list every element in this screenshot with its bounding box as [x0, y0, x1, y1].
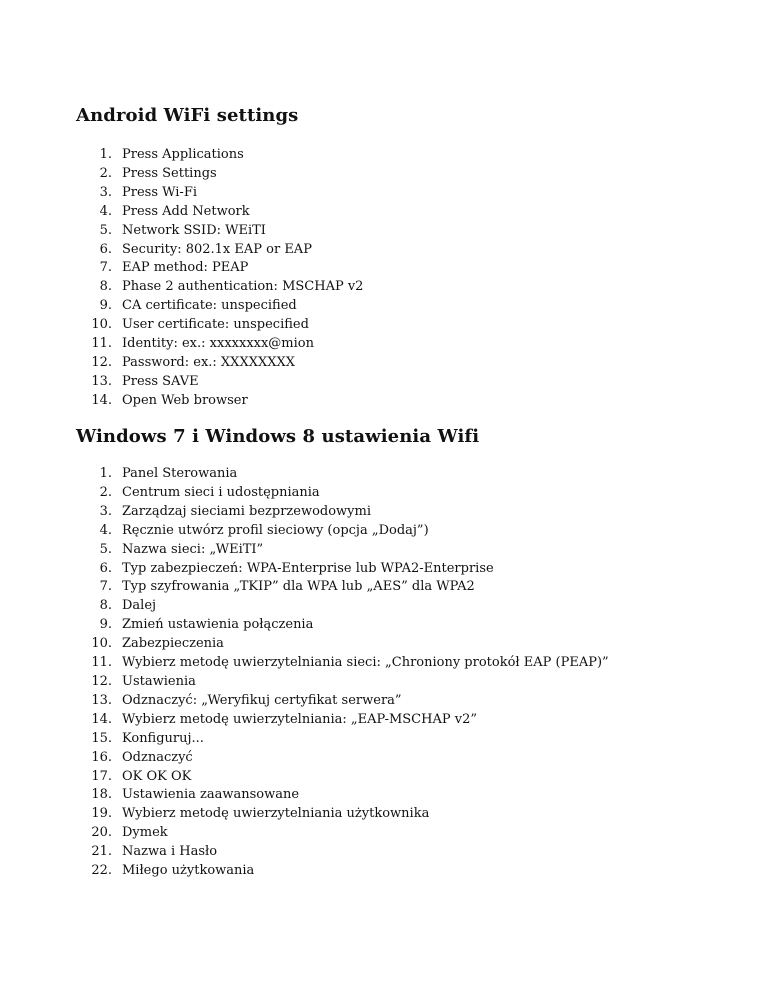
item-text: Zabezpieczenia	[122, 636, 224, 652]
item-number: 7.	[99, 579, 112, 595]
windows-section	[76, 424, 736, 881]
item-text: Dalej	[122, 598, 157, 614]
item-text: Nazwa sieci: „WEiTI”	[122, 541, 264, 557]
list-item	[76, 373, 736, 392]
item-text: Ręcznie utwórz profil sieciowy (opcja „Dodaj”)	[122, 522, 429, 538]
item-text: Phase 2 authentication: MSCHAP v2	[122, 279, 364, 295]
item-text: Typ zabezpieczeń: WPA-Enterprise lub WPA2-Enterprise	[122, 560, 494, 576]
list-item	[76, 862, 736, 881]
android-section	[76, 103, 736, 411]
item-text: Zmień ustawienia połączenia	[122, 617, 314, 633]
list-item	[76, 692, 736, 711]
item-number: 3.	[99, 184, 112, 200]
item-text: Odznaczyć: „Weryfikuj certyfikat serwera”	[122, 692, 402, 708]
windows-steps-list	[76, 465, 736, 881]
item-text: Press Add Network	[122, 203, 250, 219]
item-text: Ustawienia zaawansowane	[122, 787, 300, 803]
list-item	[76, 749, 736, 768]
list-item	[76, 203, 736, 222]
list-item	[76, 768, 736, 787]
item-text: Zarządzaj sieciami bezprzewodowymi	[122, 503, 372, 519]
item-text: Panel Sterowania	[122, 466, 238, 481]
list-item	[76, 146, 736, 165]
item-number: 6.	[99, 560, 112, 576]
item-number: 1.	[99, 466, 112, 481]
list-item	[76, 392, 736, 411]
list-item	[76, 843, 736, 862]
list-item	[76, 522, 736, 541]
list-item	[76, 316, 736, 335]
item-text: Wybierz metodę uwierzytelniania sieci: „Chroniony protokół EAP (PEAP)”	[122, 655, 609, 671]
item-text: Press Settings	[122, 165, 217, 181]
list-item	[76, 654, 736, 673]
item-text: Odznaczyć	[122, 749, 193, 765]
item-text: Centrum sieci i udostępniania	[122, 484, 320, 500]
item-number: 9.	[99, 617, 112, 633]
item-number: 15.	[91, 730, 112, 746]
list-item	[76, 241, 736, 260]
item-text: OK OK OK	[122, 768, 192, 784]
item-text: Wybierz metodę uwierzytelniania użytkownika	[122, 806, 430, 822]
item-text: User certificate: unspecified	[122, 317, 309, 333]
item-text: Wybierz metodę uwierzytelniania: „EAP-MSCHAP v2”	[122, 711, 477, 727]
item-number: 10.	[91, 317, 112, 333]
list-item	[76, 560, 736, 579]
item-number: 3.	[99, 503, 112, 519]
item-text: EAP method: PEAP	[122, 260, 249, 276]
list-item	[76, 673, 736, 692]
item-number: 5.	[99, 541, 112, 557]
item-number: 2.	[99, 484, 112, 500]
item-number: 12.	[91, 354, 112, 370]
item-number: 11.	[91, 336, 112, 352]
item-number: 11.	[91, 655, 112, 671]
item-text: Ustawienia	[122, 673, 196, 689]
item-text: Network SSID: WEiTI	[122, 222, 266, 238]
list-item	[76, 824, 736, 843]
list-item	[76, 541, 736, 560]
list-item	[76, 465, 736, 484]
item-number: 12.	[91, 673, 112, 689]
item-text: Security: 802.1x EAP or EAP	[122, 241, 312, 257]
item-text: Miłego użytkowania	[122, 863, 255, 879]
item-number: 8.	[99, 279, 112, 295]
item-text: Press Wi-Fi	[122, 184, 197, 200]
item-number: 16.	[91, 749, 112, 765]
item-number: 5.	[99, 222, 112, 238]
item-number: 14.	[91, 392, 112, 408]
item-number: 4.	[99, 203, 112, 219]
list-item	[76, 578, 736, 597]
list-item	[76, 597, 736, 616]
item-number: 14.	[91, 711, 112, 727]
item-number: 8.	[99, 598, 112, 614]
item-text: Open Web browser	[122, 392, 248, 408]
item-number: 9.	[99, 298, 112, 314]
item-number: 7.	[99, 260, 112, 276]
item-text: Password: ex.: XXXXXXXX	[122, 354, 295, 370]
item-text: Dymek	[122, 825, 168, 841]
item-number: 4.	[99, 522, 112, 538]
list-item	[76, 335, 736, 354]
item-number: 17.	[91, 768, 112, 784]
list-item	[76, 635, 736, 654]
list-item	[76, 297, 736, 316]
item-number: 13.	[91, 692, 112, 708]
list-item	[76, 805, 736, 824]
item-text: Nazwa i Hasło	[122, 844, 218, 860]
list-item	[76, 711, 736, 730]
list-item	[76, 786, 736, 805]
item-text: Konfiguruj...	[122, 730, 204, 746]
item-number: 2.	[99, 165, 112, 181]
list-item	[76, 503, 736, 522]
item-number: 1.	[99, 147, 112, 162]
item-text: Press SAVE	[122, 373, 199, 389]
list-item	[76, 730, 736, 749]
item-number: 19.	[91, 806, 112, 822]
list-item	[76, 616, 736, 635]
android-steps-list	[76, 146, 736, 411]
list-item	[76, 259, 736, 278]
list-item	[76, 165, 736, 184]
item-number: 20.	[91, 825, 112, 841]
android-heading: Android WiFi settings	[76, 105, 299, 126]
windows-heading: Windows 7 i Windows 8 ustawienia Wifi	[76, 426, 480, 447]
item-number: 6.	[99, 241, 112, 257]
list-item	[76, 354, 736, 373]
list-item	[76, 222, 736, 241]
item-text: Typ szyfrowania „TKIP” dla WPA lub „AES” dla WPA2	[122, 579, 475, 595]
item-number: 18.	[91, 787, 112, 803]
list-item	[76, 278, 736, 297]
item-number: 21.	[91, 844, 112, 860]
item-number: 10.	[91, 636, 112, 652]
item-number: 22.	[91, 863, 112, 879]
item-text: Press Applications	[122, 147, 244, 162]
item-text: Identity: ex.: xxxxxxxx@mion	[122, 336, 314, 352]
item-text: CA certificate: unspecified	[122, 298, 297, 314]
item-number: 13.	[91, 373, 112, 389]
list-item	[76, 484, 736, 503]
list-item	[76, 184, 736, 203]
